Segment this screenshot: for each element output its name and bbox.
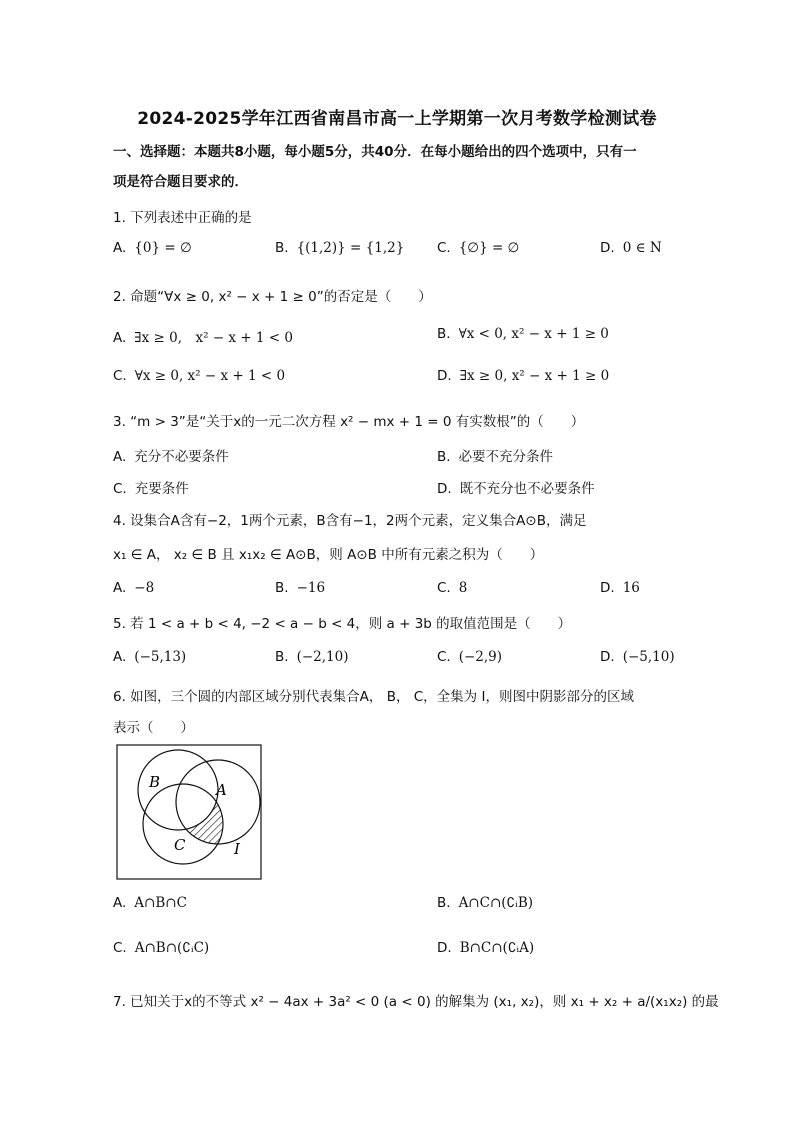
page-title: 2024-2025学年江西省南昌市高一上学期第一次月考数学检测试卷: [137, 109, 657, 129]
question-6-stem-line-1: 6. 如图，三个圆的内部区域分别代表集合A， B， C，全集为 I，则图中阴影部分的区域: [113, 689, 634, 705]
q1-option-c: C. {∅} = ∅: [437, 240, 520, 256]
section-heading-line-1: 一、选择题：本题共8小题，每小题5分，共40分．在每小题给出的四个选项中，只有一: [113, 144, 637, 160]
q4-option-b: B. −16: [275, 580, 326, 596]
q2-option-d: D. ∃x ≥ 0, x² − x + 1 ≥ 0: [437, 368, 610, 384]
question-3-stem: 3. “m > 3”是“关于x的一元二次方程 x² − mx + 1 = 0 有实数根”的（ ）: [113, 414, 585, 430]
q3-option-c: C. 充要条件: [113, 481, 189, 497]
q4-option-a: A. −8: [113, 580, 155, 596]
q1-option-b: B. {(1,2)} = {1,2}: [275, 240, 405, 256]
label-b: B: [149, 773, 161, 791]
question-2-stem: 2. 命题“∀x ≥ 0, x² − x + 1 ≥ 0”的否定是（ ）: [113, 289, 432, 305]
q1-option-a: A. {0} = ∅: [113, 240, 192, 256]
q3-option-a: A. 充分不必要条件: [113, 449, 229, 465]
label-i: I: [234, 840, 240, 858]
q3-option-d: D. 既不充分也不必要条件: [437, 481, 595, 497]
q5-option-d: D. (−5,10): [600, 649, 675, 665]
question-7-stem: 7. 已知关于x的不等式 x² − 4ax + 3a² < 0 (a < 0) 的解集为 (x₁, x₂)，则 x₁ + x₂ + a/(x₁x₂) 的最: [113, 994, 719, 1010]
q6-option-d: D. B∩C∩(∁ᵢA): [437, 940, 535, 956]
q4-option-d: D. 16: [600, 580, 640, 596]
q2-option-a: A. ∃x ≥ 0, x² − x + 1 < 0: [113, 330, 294, 346]
venn-diagram: [116, 744, 263, 881]
q3-option-b: B. 必要不充分条件: [437, 449, 554, 465]
q5-option-a: A. (−5,13): [113, 649, 187, 665]
q5-option-b: B. (−2,10): [275, 649, 349, 665]
section-heading-line-2: 项是符合题目要求的．: [113, 174, 248, 190]
q5-option-c: C. (−2,9): [437, 649, 503, 665]
label-a: A: [216, 781, 227, 799]
label-c: C: [174, 836, 186, 854]
question-5-stem: 5. 若 1 < a + b < 4, −2 < a − b < 4，则 a + 3b 的取值范围是（ ）: [113, 616, 572, 632]
question-4-stem-line-1: 4. 设集合A含有−2，1两个元素，B含有−1，2两个元素，定义集合A⊙B，满足: [113, 513, 587, 529]
q2-option-b: B. ∀x < 0, x² − x + 1 ≥ 0: [437, 326, 609, 342]
q6-option-a: A. A∩B∩C: [113, 895, 187, 911]
q6-option-b: B. A∩C∩(∁ᵢB): [437, 895, 534, 911]
q1-option-d: D. 0 ∈ N: [600, 240, 662, 256]
question-4-stem-line-2: x₁ ∈ A， x₂ ∈ B 且 x₁x₂ ∈ A⊙B，则 A⊙B 中所有元素之积为（ ）: [113, 547, 544, 563]
q4-option-c: C. 8: [437, 580, 468, 596]
question-1-stem: 1. 下列表述中正确的是: [113, 210, 252, 226]
question-6-stem-line-2: 表示（ ）: [113, 720, 194, 736]
q2-option-c: C. ∀x ≥ 0, x² − x + 1 < 0: [113, 368, 286, 384]
q6-option-c: C. A∩B∩(∁ᵢC): [113, 940, 210, 956]
